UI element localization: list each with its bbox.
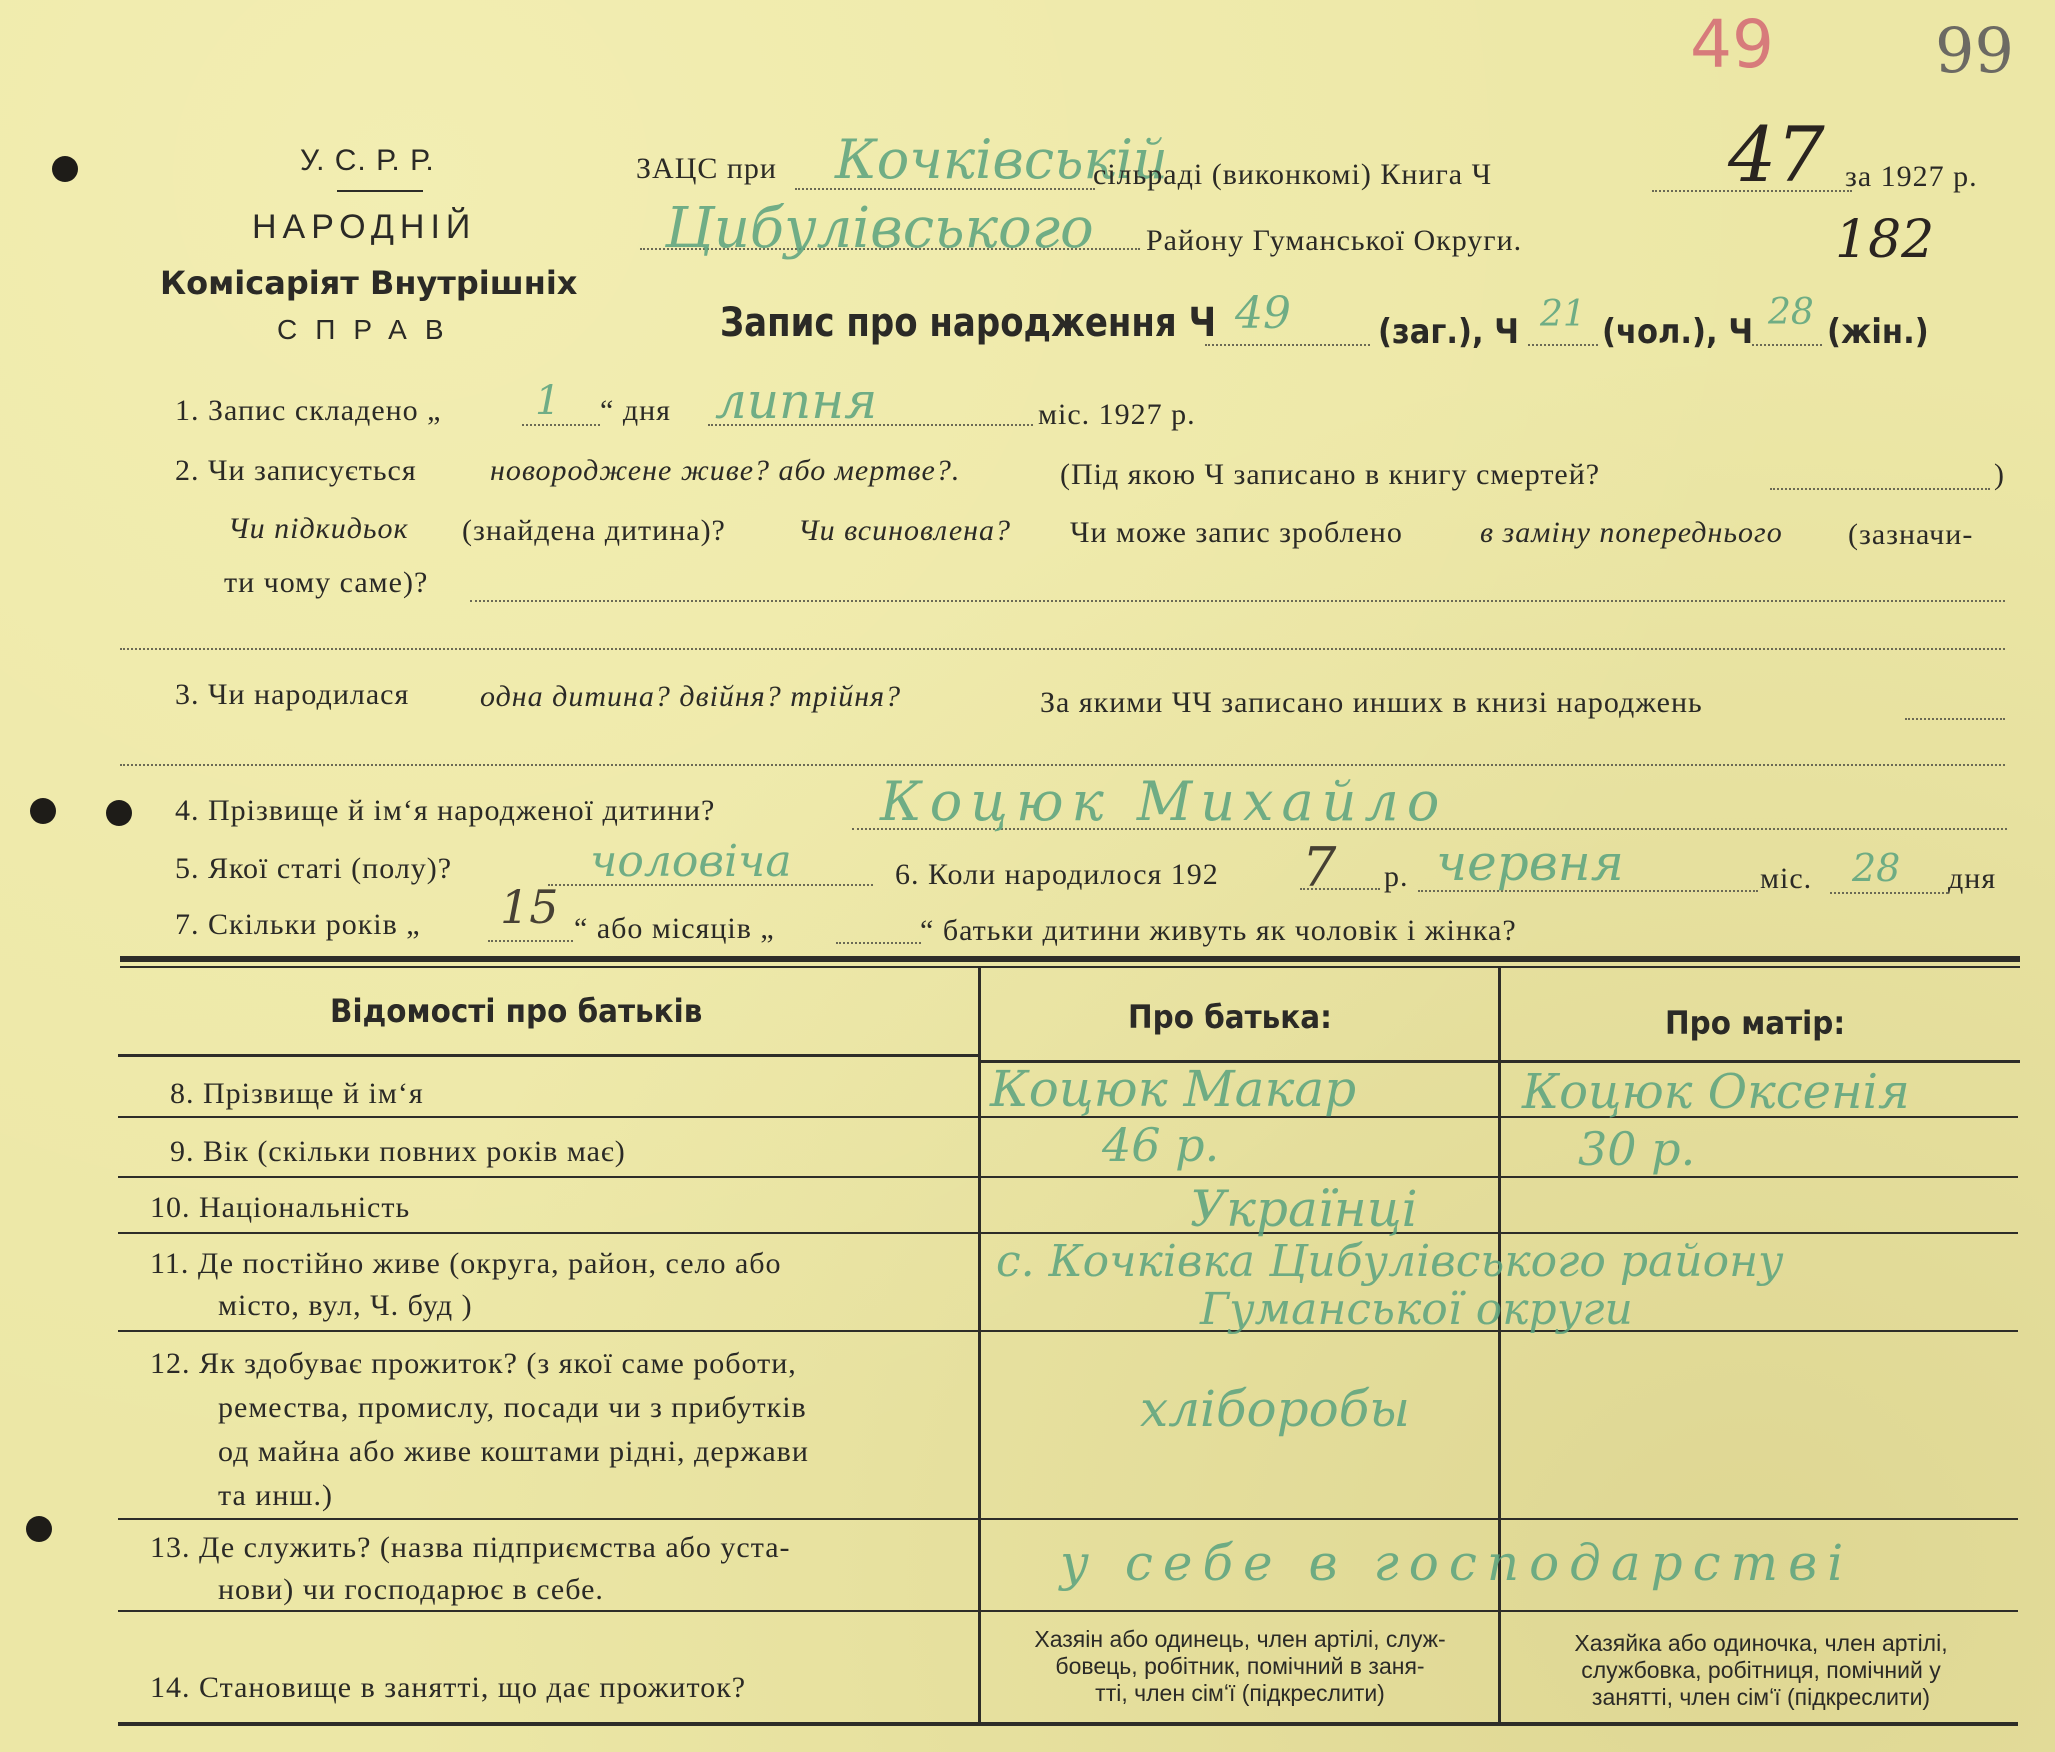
q6-month-handwritten: червня — [1436, 834, 1624, 892]
book-year-text: за 1927 р. — [1845, 160, 1978, 193]
q7-years-handwritten: 15 — [500, 880, 559, 934]
number-male-handwritten: 21 — [1540, 294, 1586, 335]
occupation-handwritten: хліборобы — [1140, 1380, 1410, 1438]
q2-line2-italic3: в заміну попереднього — [1480, 516, 1783, 549]
sprav-label: СПРАВ — [277, 314, 462, 345]
q1-text-a: 1. Запис складено „ — [175, 394, 442, 427]
row-rule — [118, 1330, 2018, 1332]
q1-month-handwritten: липня — [715, 372, 878, 430]
archive-sheet-number-red: 49 — [1690, 6, 1774, 83]
q2-line1-end: ) — [1994, 458, 2005, 491]
row-rule — [118, 1518, 2018, 1520]
q6-text-a: 6. Коли народилося 192 — [895, 858, 1219, 891]
row8-label: 8. Прізвище й імʻя — [170, 1077, 424, 1110]
row11-label-line2: місто, вул, Ч. буд ) — [218, 1289, 473, 1322]
table-top-rule-thin — [120, 966, 2020, 968]
q2-line2-b: (знайдена дитина)? — [462, 514, 726, 547]
book-number-handwritten: 47 — [1728, 110, 1825, 199]
male-label: (чол.), Ч — [1602, 312, 1754, 352]
row12-label-line2: ремества, промислу, посади чи з прибутків — [218, 1391, 807, 1424]
number-total-handwritten: 49 — [1235, 288, 1291, 339]
q2-death-book-fill-line — [1770, 488, 1990, 490]
row13-label-line2: нови) чи господарює в себе. — [218, 1573, 604, 1606]
q1-day-fill-line — [522, 424, 600, 426]
q3-text-a: 3. Чи народилася — [175, 678, 410, 711]
residence-handwritten-line2: Гуманської округи — [1200, 1284, 1633, 1335]
q7-text-c: “ батьки дитини живуть як чоловік і жінка? — [920, 914, 1517, 947]
row-rule — [118, 1232, 2018, 1234]
mother-status-note-line: Хазяйка або одиночка, член артілі, — [1574, 1630, 1948, 1656]
row11-label-line1: 11. Де постійно живе (округа, район, село або — [150, 1247, 782, 1280]
q7-years-fill-line — [488, 940, 573, 942]
ussr-label: У. С. Р. Р. — [300, 144, 435, 177]
table-header-rule-left — [118, 1054, 980, 1057]
q3-italic: одна дитина? двійня? трійня? — [480, 680, 902, 713]
q1-text-c: міс. 1927 р. — [1038, 398, 1196, 431]
col-header-mother: Про матір: — [1665, 1004, 1846, 1042]
row12-label-line1: 12. Як здобуває прожиток? (з якої саме роботи, — [150, 1347, 797, 1380]
q7-text-b: “ або місяців „ — [574, 912, 775, 945]
q2-line2-italic1: Чи підкидьок — [228, 512, 409, 545]
q6-text-d: дня — [1948, 862, 1997, 895]
mother-name-handwritten: Коцюк Оксенія — [1522, 1064, 1910, 1120]
q3-text-b: За якими ЧЧ записано инших в книзі народжень — [1040, 686, 1703, 719]
row13-label-line1: 13. Де служить? (назва підприємства або уста- — [150, 1531, 791, 1564]
child-name-handwritten: Коцюк Михайло — [880, 770, 1448, 833]
q5-text: 5. Якої статі (полу)? — [175, 852, 453, 885]
number-female-handwritten: 28 — [1768, 292, 1814, 333]
q2-line2-italic2: Чи всиновлена? — [798, 514, 1012, 547]
q3-fill-line — [1905, 718, 2005, 720]
q7-text-a: 7. Скільки років „ — [175, 908, 421, 941]
record-title: Запис про народження Ч — [720, 300, 1217, 346]
q2-reason-fill-line — [470, 600, 2005, 602]
punch-hole — [52, 156, 78, 182]
row-rule — [118, 1176, 2018, 1178]
q2-line1-a: 2. Чи записується — [175, 454, 417, 487]
selrada-suffix: сільраді (виконкомі) Книга Ч — [1093, 158, 1493, 191]
q6-day-fill-line — [1830, 892, 1948, 894]
q2-line3: ти чому саме)? — [224, 566, 429, 599]
q2-reason-fill-line-2 — [120, 648, 2005, 650]
row14-label: 14. Становище в занятті, що дає прожиток? — [150, 1671, 747, 1704]
q2-line1-italic: новороджене живе? або мертве?. — [490, 454, 961, 487]
table-top-rule — [120, 956, 2020, 962]
q2-line1-b: (Під якою Ч записано в книгу смертей? — [1060, 458, 1601, 491]
punch-hole — [26, 1516, 52, 1542]
father-status-note — [986, 1626, 1494, 1707]
residence-handwritten-line1: с. Кочківка Цибулівського району — [996, 1236, 1784, 1287]
father-age-handwritten: 46 р. — [1102, 1118, 1220, 1172]
q1-day-handwritten: 1 — [535, 378, 561, 424]
row12-label-line4: та инш.) — [218, 1479, 333, 1512]
number-total-fill-line — [1205, 344, 1370, 346]
header-rule — [337, 190, 423, 192]
female-label: (жін.) — [1827, 312, 1929, 352]
father-name-handwritten: Коцюк Макар — [990, 1060, 1357, 1118]
punch-hole — [106, 800, 132, 826]
q6-year-digit-handwritten: 7 — [1302, 836, 1337, 899]
col-header-labels: Відомості про батьків — [330, 992, 703, 1030]
zags-prefix: ЗАЦС при — [636, 152, 777, 185]
commissariat-label: Комісаріят Внутрішніх — [160, 264, 578, 302]
q1-text-b: “ дня — [600, 394, 671, 427]
q3-fill-line-2 — [120, 764, 2005, 766]
q6-text-c: міс. — [1760, 862, 1813, 895]
row9-label: 9. Вік (скільки повних років має) — [170, 1135, 626, 1168]
rayon-suffix: Району Гуманської Округи. — [1146, 224, 1523, 257]
mother-age-handwritten: 30 р. — [1578, 1122, 1696, 1176]
narodniy-label: НАРОДНІЙ — [252, 208, 477, 246]
mother-status-note-line: службовка, робітниця, помічний у — [1581, 1657, 1941, 1683]
sex-handwritten: чоловіча — [590, 836, 792, 887]
q7-months-fill-line — [836, 942, 921, 944]
workplace-handwritten: у себе в господарстві — [1060, 1534, 1854, 1592]
nationality-handwritten: Українці — [1190, 1180, 1418, 1238]
table-bottom-rule — [118, 1722, 2018, 1726]
rayon-handwritten: Цибулівського — [665, 196, 1094, 261]
q6-text-b: р. — [1384, 860, 1409, 893]
sub-number-handwritten: 182 — [1835, 210, 1935, 270]
father-status-note-line: Хазяін або одинець, член артілі, служ- — [1034, 1626, 1446, 1652]
punch-hole — [30, 798, 56, 824]
col-header-father: Про батька: — [1128, 998, 1332, 1036]
father-status-note-line: бовець, робітник, помічний в заня- — [1055, 1653, 1425, 1679]
mother-status-note-line: занятті, член сімʻї (підкреслити) — [1591, 1684, 1931, 1710]
row12-label-line3: од майна або живе коштами рідні, держави — [218, 1435, 809, 1468]
selrada-handwritten: Кочківській — [835, 128, 1168, 191]
father-status-note-line: тті, член сімʻї (підкреслити) — [1095, 1680, 1385, 1706]
mother-status-note — [1506, 1630, 2016, 1711]
q6-day-handwritten: 28 — [1852, 846, 1901, 890]
row10-label: 10. Національність — [150, 1191, 411, 1224]
q2-line2-d: (зазначи- — [1848, 518, 1974, 551]
number-female-fill-line — [1752, 344, 1822, 346]
total-label: (заг.), Ч — [1378, 312, 1520, 352]
q2-line2-c: Чи може запис зроблено — [1070, 516, 1403, 549]
number-male-fill-line — [1528, 344, 1598, 346]
q4-text: 4. Прізвище й імʻя народженої дитини? — [175, 794, 716, 827]
archive-sheet-number-pencil: 99 — [1935, 14, 2014, 87]
